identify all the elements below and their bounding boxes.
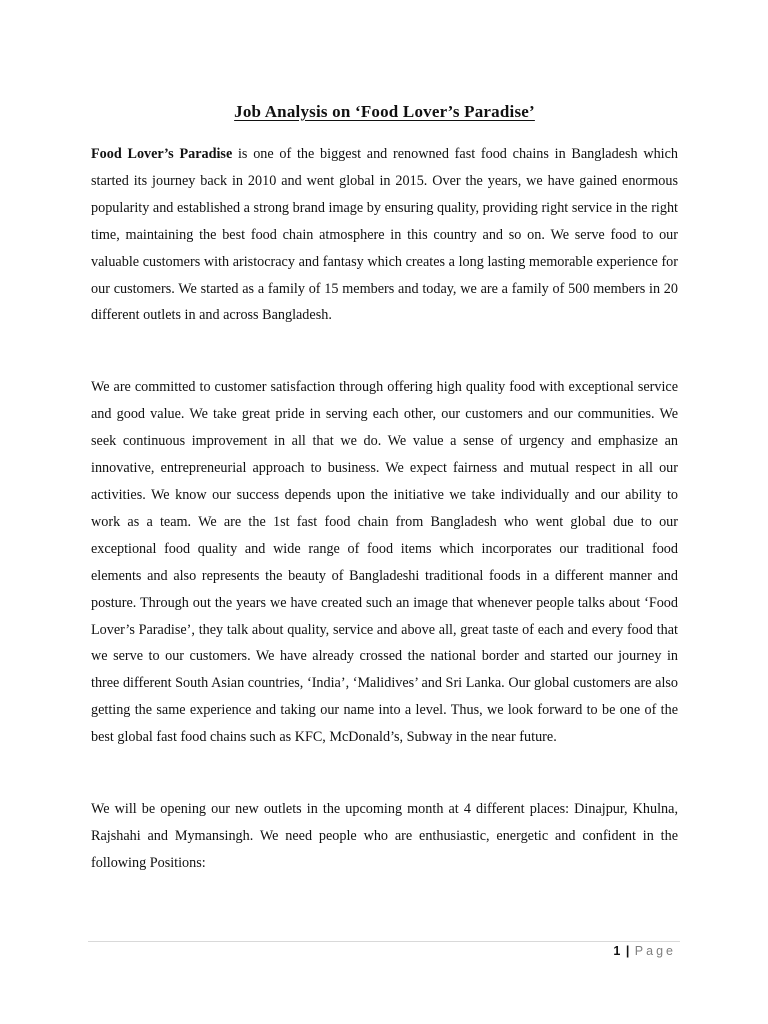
footer-separator: |	[625, 944, 630, 958]
document-body	[91, 100, 678, 877]
paragraph-spacer	[91, 751, 678, 796]
page-label: Page	[634, 944, 676, 958]
document-title: Job Analysis on ‘Food Lover’s Paradise’	[234, 102, 535, 121]
company-name-bold: Food Lover’s Paradise	[91, 146, 233, 162]
paragraph-intro	[91, 141, 678, 329]
page-number: 1	[613, 944, 621, 958]
paragraph-new-outlets: We will be opening our new outlets in the upcoming month at 4 different places: Dinajpur, Khulna, Rajshahi and Mymansingh. We need people who are enthusiastic, energetic and confident in the following Positions:	[91, 801, 678, 871]
paragraph-spacer	[91, 329, 678, 374]
paragraph-commitment: We are committed to customer satisfaction through offering high quality food with exceptional service and good value. We take great pride in serving each other, our customers and our communities. We seek continuous improvement in all that we do. We value a sense of urgency and emphasize an innovative, entrepreneurial approach to business. We expect fairness and mutual respect in all our activities. We know our success depends upon the initiative we take individually and our ability to work as a team. We are the 1st fast food chain from Bangladesh who went global due to our exceptional food quality and wide range of food items which incorporates our traditional food elements and also represents the beauty of Bangladeshi traditional foods in a different manner and posture. Through out the years we have created such an image that whenever people talks about ‘Food Lover’s Paradise’, they talk about quality, service and above all, great taste of each and every food that we serve to our customers. We have already crossed the national border and started our journey in three different South Asian countries, ‘India’, ‘Malidives’ and Sri Lanka. Our global customers are also getting the same experience and taking our name into a level. Thus, we look forward to be one of the best global fast food chains such as KFC, McDonald’s, Subway in the near future.	[91, 379, 678, 746]
page-footer	[613, 942, 676, 960]
paragraph-intro-text: is one of the biggest and renowned fast food chains in Bangladesh which started its journey back in 2010 and went global in 2015. Over the years, we have gained enormous popularity and established a strong brand image by ensuring quality, providing right service in the right time, maintaining the best food chain atmosphere in this country and so on. We serve food to our valuable customers with aristocracy and fantasy which creates a long lasting memorable experience for our customers. We started as a family of 15 members and today, we are a family of 500 members in 20 different outlets in and across Bangladesh.	[91, 146, 679, 324]
footer-divider	[88, 941, 680, 942]
